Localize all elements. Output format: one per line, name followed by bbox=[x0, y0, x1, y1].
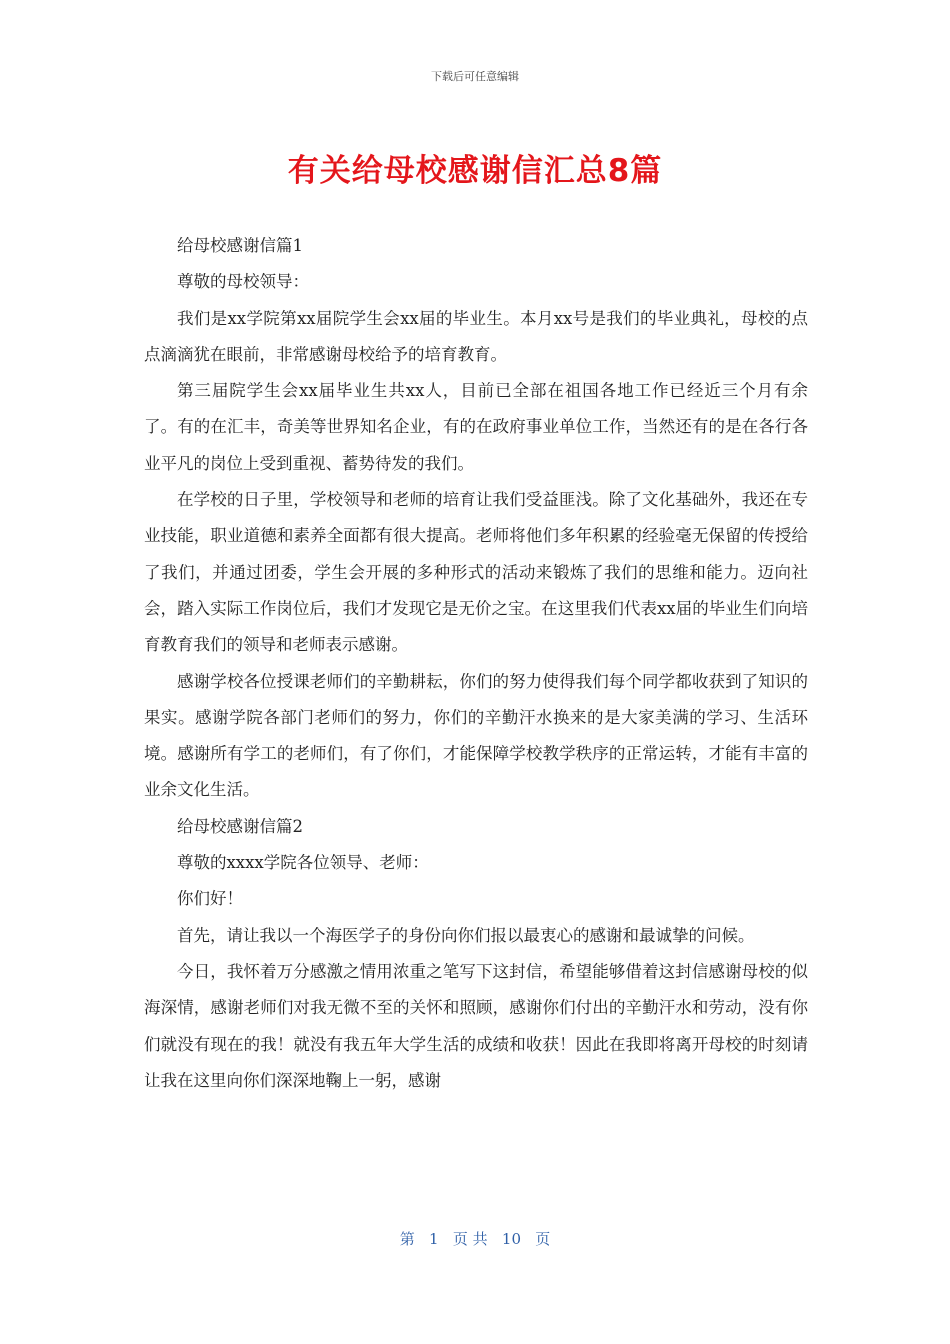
paragraph: 第三届院学生会xx届毕业生共xx人，目前已全部在祖国各地工作已经近三个月有余了。有的在汇丰，奇美等世界知名企业，有的在政府事业单位工作，当然还有的是在各行各业平凡的岗位上受到重视、蓄势待发的我们。 bbox=[144, 381, 808, 473]
salutation: 尊敬的母校领导： bbox=[177, 272, 309, 292]
paragraph: 今日，我怀着万分感激之情用浓重之笔写下这封信，希望能够借着这封信感谢母校的似海深情，感谢老师们对我无微不至的关怀和照顾，感谢你们付出的辛勤汗水和劳动，没有你们就没有现在的我！就没有我五年大学生活的成绩和收获！因此在我即将离开母校的时刻请让我在这里向你们深深地鞠上一躬，感谢 bbox=[144, 961, 808, 1090]
document-body bbox=[144, 228, 808, 1099]
document-title: 有关给母校感谢信汇总8篇 bbox=[287, 153, 663, 189]
header-note: 下载后可任意编辑 bbox=[431, 70, 519, 83]
paragraph: 感谢学校各位授课老师们的辛勤耕耘，你们的努力使得我们每个同学都收获到了知识的果实。感谢学院各部门老师们的努力，你们的辛勤汗水换来的是大家美满的学习、生活环境。感谢所有学工的老师们，有了你们，才能保障学校教学秩序的正常运转，才能有丰富的业余文化生活。 bbox=[144, 671, 808, 800]
paragraph: 在学校的日子里，学校领导和老师的培育让我们受益匪浅。除了文化基础外，我还在专业技能，职业道德和素养全面都有很大提高。老师将他们多年积累的经验毫无保留的传授给了我们，并通过团委，学生会开展的多种形式的活动来锻炼了我们的思维和能力。迈向社会，踏入实际工作岗位后，我们才发现它是无价之宝。在这里我们代表xx届的毕业生们向培育教育我们的领导和老师表示感谢。 bbox=[144, 490, 808, 655]
paragraph: 我们是xx学院第xx届院学生会xx届的毕业生。本月xx号是我们的毕业典礼，母校的点点滴滴犹在眼前，非常感谢母校给予的培育教育。 bbox=[144, 308, 808, 364]
section-heading: 给母校感谢信篇2 bbox=[177, 816, 303, 836]
greeting: 你们好！ bbox=[177, 889, 243, 909]
salutation: 尊敬的xxxx学院各位领导、老师： bbox=[177, 853, 429, 873]
paragraph: 首先，请让我以一个海医学子的身份向你们报以最衷心的感谢和最诚挚的问候。 bbox=[177, 925, 755, 945]
page-number-footer: 第 1 页 共 10 页 bbox=[399, 1230, 551, 1248]
section-heading: 给母校感谢信篇1 bbox=[177, 236, 303, 255]
